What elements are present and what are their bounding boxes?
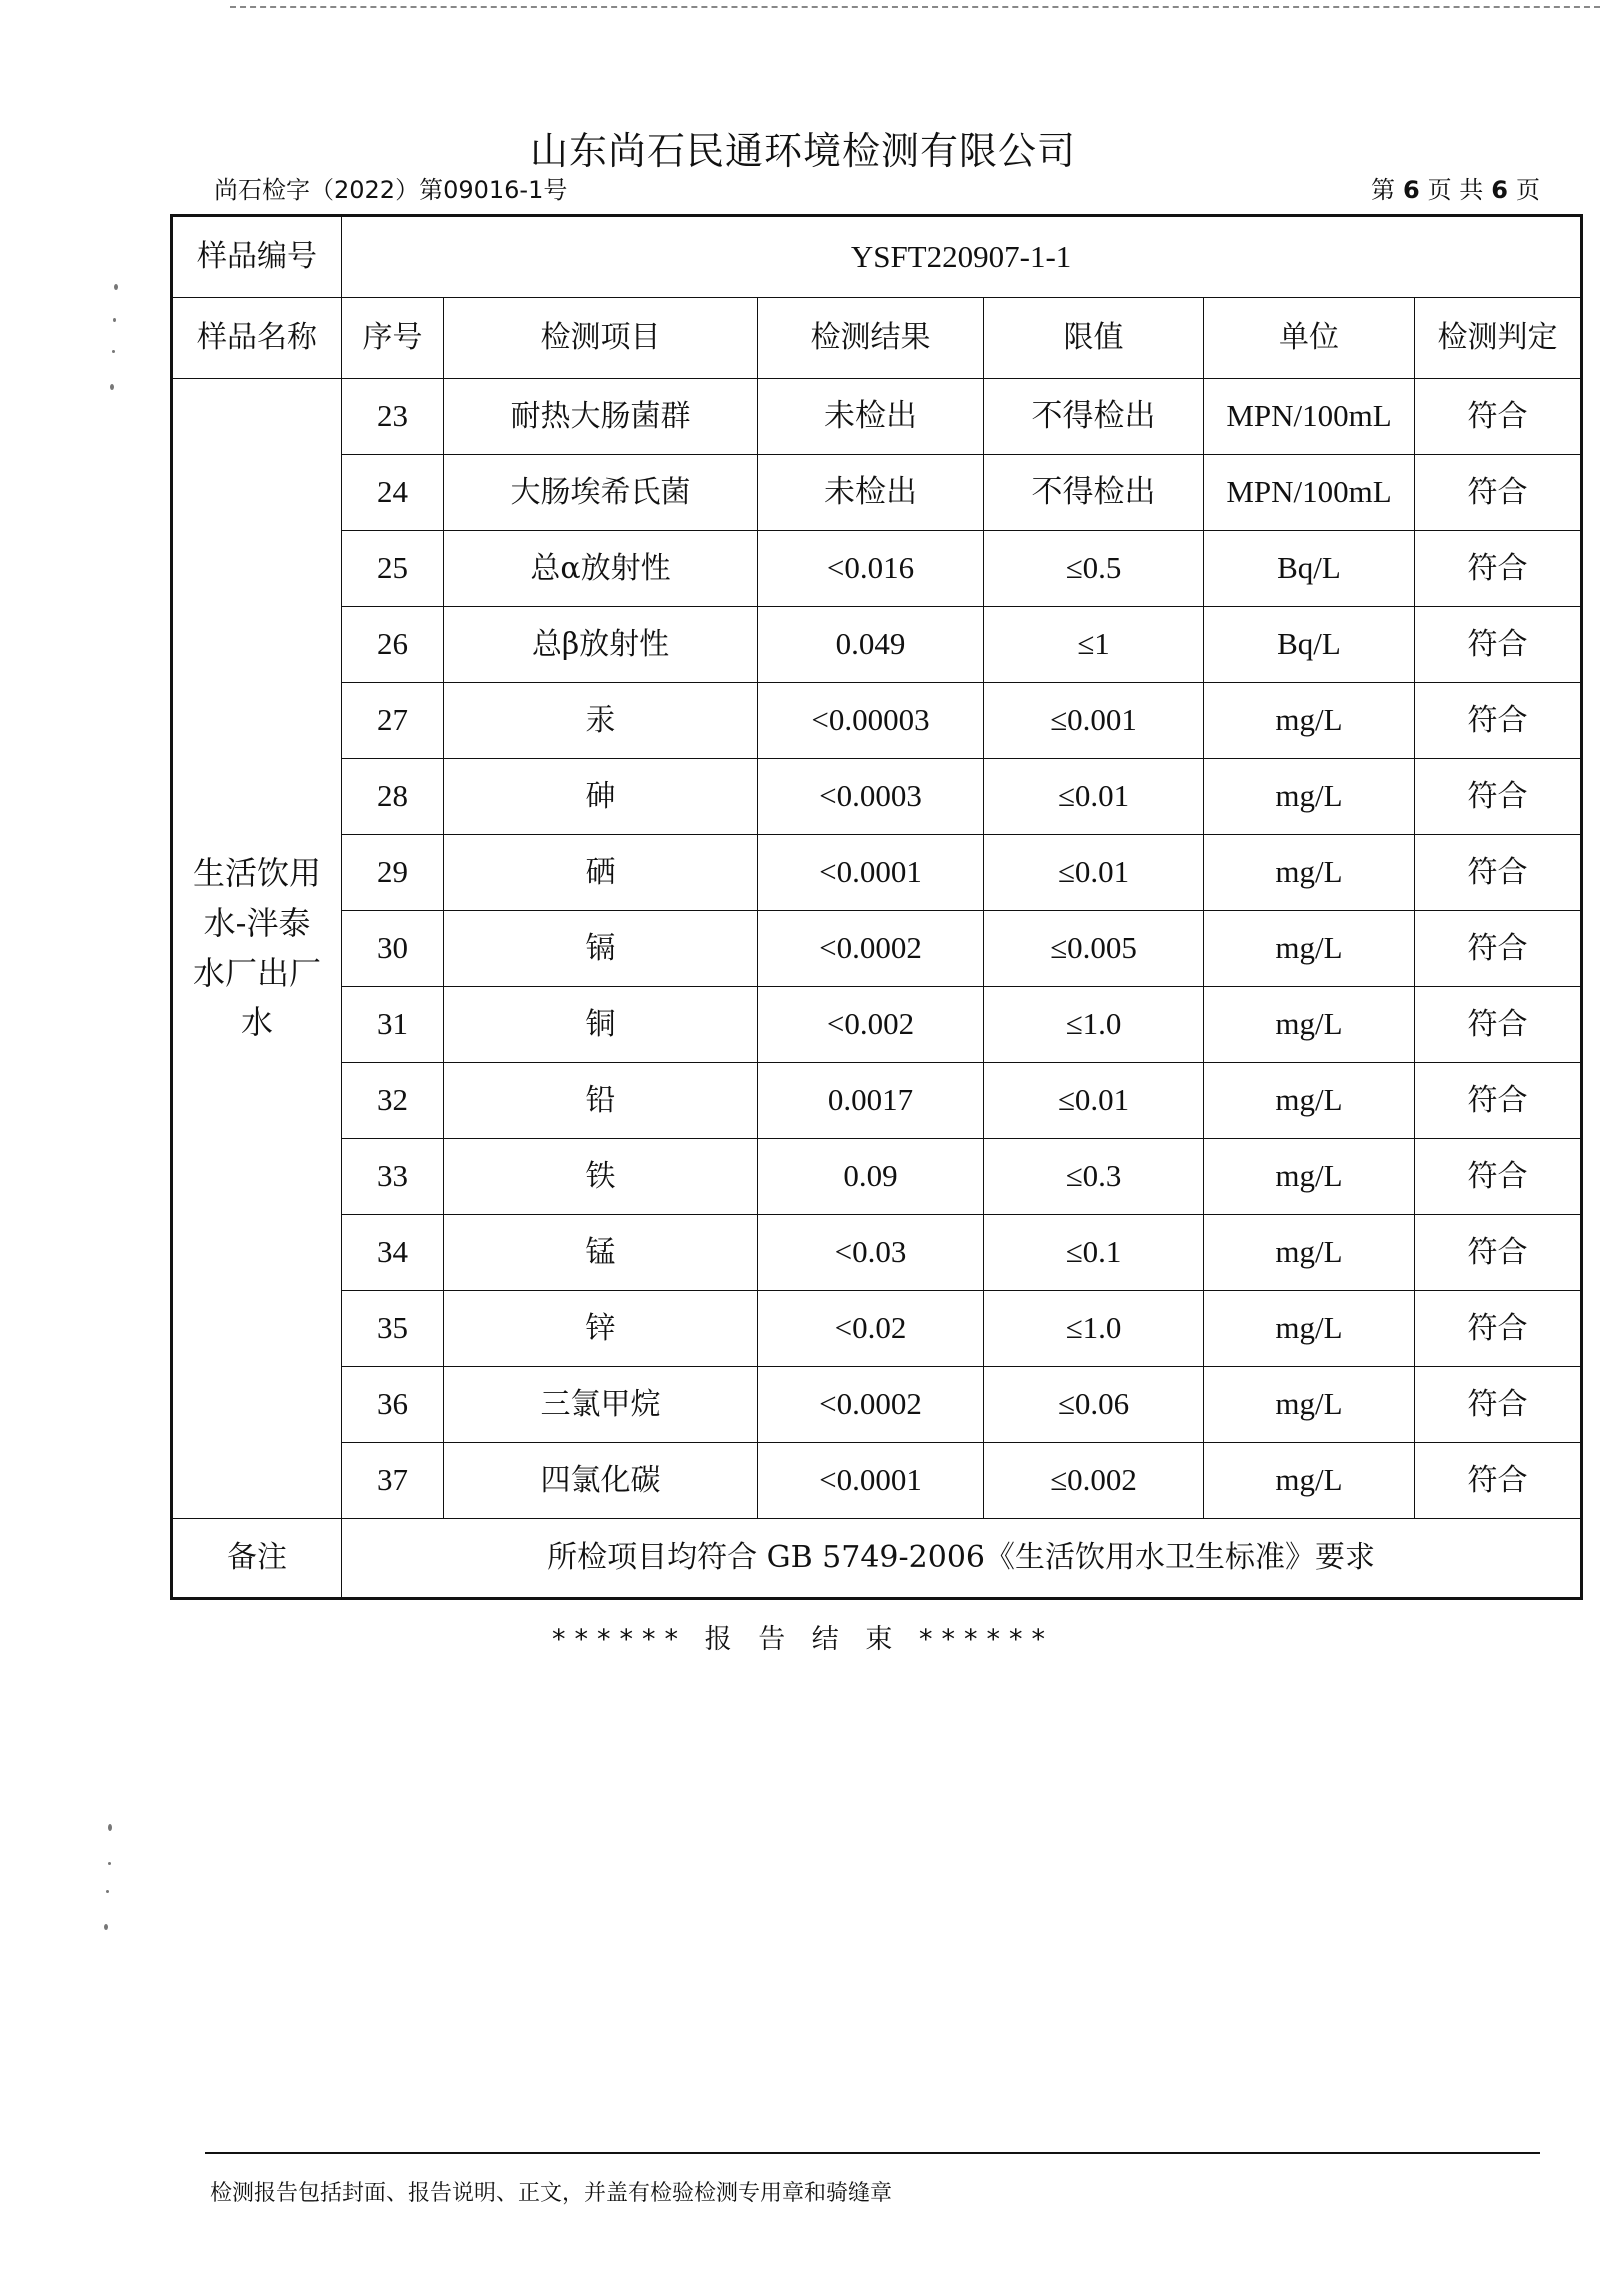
row-result: <0.0001 — [758, 1443, 984, 1519]
row-unit: mg/L — [1204, 1139, 1415, 1215]
row-number: 32 — [342, 1063, 444, 1139]
scan-speck — [114, 284, 118, 290]
sample-number-label: 样品编号 — [172, 216, 342, 298]
row-unit: mg/L — [1204, 1367, 1415, 1443]
sample-name-line: 水厂出厂 — [192, 953, 321, 992]
row-limit: ≤1.0 — [984, 987, 1204, 1063]
row-result: <0.0003 — [758, 759, 984, 835]
page-prefix: 第 — [1370, 176, 1395, 204]
company-name: 山东尚石民通环境检测有限公司 — [529, 129, 1076, 173]
remarks-label: 备注 — [172, 1519, 342, 1599]
row-item: 四氯化碳 — [444, 1443, 758, 1519]
row-unit: mg/L — [1204, 1291, 1415, 1367]
row-item: 砷 — [444, 759, 758, 835]
row-judge: 符合 — [1415, 1215, 1582, 1291]
table-row — [172, 1367, 1582, 1443]
row-item: 铁 — [444, 1139, 758, 1215]
col-header-no: 序号 — [342, 298, 444, 379]
table-row — [172, 987, 1582, 1063]
row-judge: 符合 — [1415, 1291, 1582, 1367]
row-item: 铜 — [444, 987, 758, 1063]
row-result: <0.03 — [758, 1215, 984, 1291]
row-number: 31 — [342, 987, 444, 1063]
row-limit: ≤0.06 — [984, 1367, 1204, 1443]
row-number: 23 — [342, 379, 444, 455]
row-number: 24 — [342, 455, 444, 531]
row-result: 未检出 — [758, 455, 984, 531]
page-indicator — [1371, 170, 1540, 205]
row-number: 30 — [342, 911, 444, 987]
footer-rule — [205, 2152, 1540, 2154]
row-limit: ≤0.001 — [984, 683, 1204, 759]
row-item: 三氯甲烷 — [444, 1367, 758, 1443]
sample-number-row — [172, 216, 1582, 298]
row-result: <0.0002 — [758, 1367, 984, 1443]
row-unit: mg/L — [1204, 1443, 1415, 1519]
column-header-row — [172, 298, 1582, 379]
row-limit: ≤0.002 — [984, 1443, 1204, 1519]
row-item: 铅 — [444, 1063, 758, 1139]
row-judge: 符合 — [1415, 683, 1582, 759]
table-row — [172, 835, 1582, 911]
row-judge: 符合 — [1415, 607, 1582, 683]
sample-name-line: 水 — [240, 1003, 273, 1042]
sample-name-line: 水-泮泰 — [203, 903, 311, 942]
col-header-limit: 限值 — [984, 298, 1204, 379]
row-unit: mg/L — [1204, 911, 1415, 987]
row-limit: ≤0.005 — [984, 911, 1204, 987]
page-total: 6 — [1491, 176, 1508, 204]
top-dashed-rule — [230, 6, 1600, 8]
row-number: 29 — [342, 835, 444, 911]
row-unit: mg/L — [1204, 759, 1415, 835]
row-result: <0.0002 — [758, 911, 984, 987]
row-judge: 符合 — [1415, 1139, 1582, 1215]
table-row — [172, 911, 1582, 987]
table-row — [172, 1443, 1582, 1519]
row-unit: mg/L — [1204, 1215, 1415, 1291]
row-item: 总β放射性 — [444, 607, 758, 683]
row-limit: ≤0.01 — [984, 1063, 1204, 1139]
page-middle: 页 共 — [1427, 176, 1484, 204]
table-row — [172, 455, 1582, 531]
row-result: 0.09 — [758, 1139, 984, 1215]
row-number: 25 — [342, 531, 444, 607]
report-end-mark: ****** 报 告 结 束 ****** — [552, 1624, 1054, 1655]
table-row — [172, 1291, 1582, 1367]
row-number: 36 — [342, 1367, 444, 1443]
row-number: 37 — [342, 1443, 444, 1519]
row-judge: 符合 — [1415, 379, 1582, 455]
table-row — [172, 607, 1582, 683]
row-limit: ≤0.1 — [984, 1215, 1204, 1291]
test-results-table — [170, 214, 1583, 1600]
row-unit: MPN/100mL — [1204, 379, 1415, 455]
row-item: 锌 — [444, 1291, 758, 1367]
row-item: 锰 — [444, 1215, 758, 1291]
row-judge: 符合 — [1415, 1063, 1582, 1139]
row-result: 0.0017 — [758, 1063, 984, 1139]
row-item: 总α放射性 — [444, 531, 758, 607]
sample-name-line: 生活饮用 — [192, 854, 321, 893]
row-judge: 符合 — [1415, 911, 1582, 987]
row-number: 33 — [342, 1139, 444, 1215]
scan-speck — [104, 1924, 108, 1930]
page-current: 6 — [1402, 176, 1420, 204]
scan-speck — [113, 318, 116, 322]
row-judge: 符合 — [1415, 759, 1582, 835]
row-limit: ≤1 — [984, 607, 1204, 683]
table-row — [172, 379, 1582, 455]
row-judge: 符合 — [1415, 1443, 1582, 1519]
scan-speck — [110, 384, 114, 390]
row-limit: 不得检出 — [984, 379, 1204, 455]
scan-speck — [108, 1824, 112, 1831]
report-number: 尚石检字（2022）第09016-1号 — [214, 176, 568, 204]
row-number: 28 — [342, 759, 444, 835]
row-limit: ≤0.01 — [984, 759, 1204, 835]
row-unit: mg/L — [1204, 835, 1415, 911]
row-item: 大肠埃希氏菌 — [444, 455, 758, 531]
row-result: 未检出 — [758, 379, 984, 455]
col-header-item: 检测项目 — [444, 298, 758, 379]
row-judge: 符合 — [1415, 455, 1582, 531]
sample-number-value: YSFT220907-1-1 — [342, 216, 1582, 298]
col-header-sample-name: 样品名称 — [172, 298, 342, 379]
row-result: <0.016 — [758, 531, 984, 607]
row-item: 硒 — [444, 835, 758, 911]
row-item: 汞 — [444, 683, 758, 759]
row-judge: 符合 — [1415, 1367, 1582, 1443]
row-unit: Bq/L — [1204, 531, 1415, 607]
row-unit: Bq/L — [1204, 607, 1415, 683]
remarks-row — [172, 1519, 1582, 1599]
row-limit: ≤0.5 — [984, 531, 1204, 607]
row-unit: mg/L — [1204, 987, 1415, 1063]
row-limit: ≤0.3 — [984, 1139, 1204, 1215]
row-judge: 符合 — [1415, 987, 1582, 1063]
scan-speck — [108, 1862, 111, 1865]
col-header-result: 检测结果 — [758, 298, 984, 379]
table-row — [172, 1139, 1582, 1215]
row-limit: ≤1.0 — [984, 1291, 1204, 1367]
row-result: <0.0001 — [758, 835, 984, 911]
table-row — [172, 683, 1582, 759]
row-unit: mg/L — [1204, 683, 1415, 759]
remarks-value: 所检项目均符合 GB 5749-2006《生活饮用水卫生标准》要求 — [342, 1519, 1582, 1599]
row-unit: mg/L — [1204, 1063, 1415, 1139]
scan-speck — [106, 1890, 109, 1893]
col-header-unit: 单位 — [1204, 298, 1415, 379]
table-row — [172, 1063, 1582, 1139]
row-item: 镉 — [444, 911, 758, 987]
row-limit: 不得检出 — [984, 455, 1204, 531]
row-number: 27 — [342, 683, 444, 759]
table-row — [172, 1215, 1582, 1291]
footer-note: 检测报告包括封面、报告说明、正文，并盖有检验检测专用章和骑缝章 — [210, 2181, 893, 2206]
row-result: <0.02 — [758, 1291, 984, 1367]
row-judge: 符合 — [1415, 835, 1582, 911]
scan-speck — [112, 350, 115, 353]
row-number: 35 — [342, 1291, 444, 1367]
sample-name-cell — [172, 379, 342, 1519]
row-number: 34 — [342, 1215, 444, 1291]
row-number: 26 — [342, 607, 444, 683]
page-suffix: 页 — [1516, 176, 1540, 204]
row-item: 耐热大肠菌群 — [444, 379, 758, 455]
row-unit: MPN/100mL — [1204, 455, 1415, 531]
col-header-judge: 检测判定 — [1415, 298, 1582, 379]
row-limit: ≤0.01 — [984, 835, 1204, 911]
row-result: <0.002 — [758, 987, 984, 1063]
row-result: <0.00003 — [758, 683, 984, 759]
table-row — [172, 759, 1582, 835]
row-judge: 符合 — [1415, 531, 1582, 607]
row-result: 0.049 — [758, 607, 984, 683]
table-row — [172, 531, 1582, 607]
